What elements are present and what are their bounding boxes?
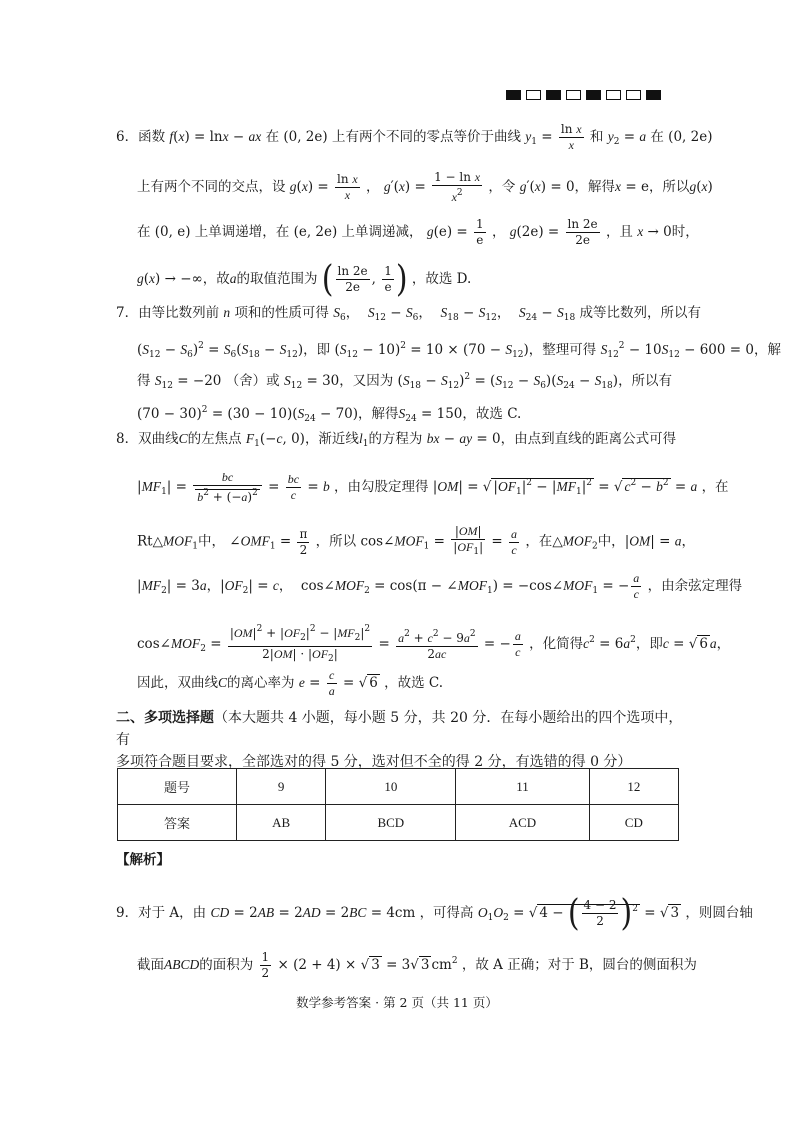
- section-multi-choice-heading: 二、多项选择题（本大题共 4 小题，每小题 5 分，共 20 分．在每小题给出的四个选项中，有 多项符合题目要求，全部选对的得 5 分，选对但不全的得 2 分，有选错的得 0 分）: [116, 710, 683, 770]
- table-cell: AB: [237, 805, 326, 841]
- table-row: [118, 769, 679, 805]
- q6-line1: 6．函数 f(x) = lnx − ax 在 (0, 2e) 上有两个不同的零点等价于曲线 $y_1$ = $\frac{\text{ln x}}{x}$ 和 $y_2 = a$ 在 (0, 2e): [116, 122, 713, 152]
- table-cell: BCD: [326, 805, 456, 841]
- q9-line2: 截面ABCD的面积为 $\frac{1}{2}$ × (2 + 4) × √ 3 = 3√ 3 $cm^2$ ，故 A 正确；对于 B，圆台的侧面积为: [137, 950, 697, 980]
- table-cell: 11: [456, 769, 589, 805]
- table-cell: 10: [326, 769, 456, 805]
- table-cell: 9: [237, 769, 326, 805]
- table-cell: 12: [589, 769, 678, 805]
- table-cell: ACD: [456, 805, 589, 841]
- analysis-heading: 【解析】: [116, 852, 170, 868]
- table-header-label: 题号: [118, 769, 237, 805]
- q8-line3: $Rt\triangle MOF_1$中， $\angle OMF_1$ = $\frac{\pi}{2}$ ，所以 $\cos\angle MOF_1$ = $\frac{|OM|}{|OF_1|}$ = $\frac{a}{c}$ ，在$\triangle MOF_2$中，|OM| = a，: [137, 524, 695, 557]
- table-answer-label: 答案: [118, 805, 237, 841]
- q7-line2: $(S_{12} - S_6)^2 = S_6(S_{18} - S_{12})$，即 $(S_{12} - 10)^2 = 10 \times (70 - S_{12})$，整理可得 $S_{12}^2 - 10S_{12} - 600 = 0$，解: [137, 341, 781, 360]
- q6-line3: 在 (0, e) 上单调递增，在 (e, 2e) 上单调递减， g(e) = $\frac{1}{e}$ ， g(2e) = $\frac{\ln 2e}{2e}$ ，且 x → 0时，: [137, 217, 699, 247]
- q8-line4: $|MF_2| = 3a$，$|OF_2| = c$， $\cos\angle MOF_2 = \cos(\pi$ − $\angle MOF_1$) = $-\cos\angle MOF_1$ = − $\frac{a}{c}$ ，由余弦定理得: [137, 571, 743, 601]
- page-footer: 数学参考答案 · 第 2 页（共 11 页）: [296, 995, 498, 1010]
- q6-line4: g(x) → −∞，故a的取值范围为 ( $\frac{\ln 2e}{2e}$ , $\frac{1}{e}$ ) ，故选 D.: [137, 257, 472, 300]
- q7-line4: $(70 - 30)^2 = (30 - 10)(S_{24} - 70)$，解得$S_{24} = 150$，故选 C.: [137, 405, 522, 424]
- answer-table: [117, 768, 679, 841]
- q8-line6: 因此，双曲线C的离心率为 e = $\frac{c}{a}$ = √ 6 ，故选 C.: [137, 668, 444, 698]
- q7-line3: 得 $S_{12} = -20$ （舍）或 $S_{12} = 30$，又因为 $(S_{18} - S_{12})^2 = (S_{12} - S_6)(S_{24} - S_{18})$，所以有: [137, 372, 673, 391]
- q7-line1: 7．由等比数列前 n 项和的性质可得 $S_6$， $S_{12} - S_6$， $S_{18} - S_{12}$， $S_{24} - S_{18}$ 成等比数列，所以有: [116, 305, 702, 323]
- table-row: [118, 805, 679, 841]
- q8-line1: 8．双曲线C的左焦点 $F_1(-c$, 0)，渐近线$l_1$的方程为 bx − ay = 0，由点到直线的距离公式可得: [116, 431, 677, 449]
- q6-line2: 上有两个不同的交点，设 g(x) = $\frac{\text{ln x}}{x}$ ， g′(x) = $\frac{\text{1 − ln x}}{x^2}$ ，令 g′(x) = 0，解得x = e，所以g(x): [137, 170, 713, 204]
- table-cell: CD: [589, 805, 678, 841]
- q9-line1: 9．对于 A，由 CD = 2AB = 2AD = 2BC = 4cm ，可得高 $O_1O_2$ = √ 4 − ( $\frac{4 - 2}{2}$ )$^2$ = √ 3 ，则圆台轴: [116, 891, 753, 934]
- q8-line5: $\cos\angle MOF_2$ = $\frac{|OM|^2 + |OF_2|^2 - |MF_2|^2}{2|OM| \cdot |OF_2|}$ = $\frac{a^2 + c^2 - 9a^2}{2ac}$ = − $\frac{a}{c}$ ，化简得$c^2 = 6a^2$，即c = √ 6 a，: [137, 624, 731, 664]
- q8-line2: $|MF_1|$ = $\frac{bc}{b^2 + (-a)^2}$ = $\frac{bc}{c}$ = b ，由勾股定理得 |OM| = √ $|OF_1|^2 - |MF_1|^2$ = √ $c^2 - b^2 = a$ ，在: [137, 470, 729, 504]
